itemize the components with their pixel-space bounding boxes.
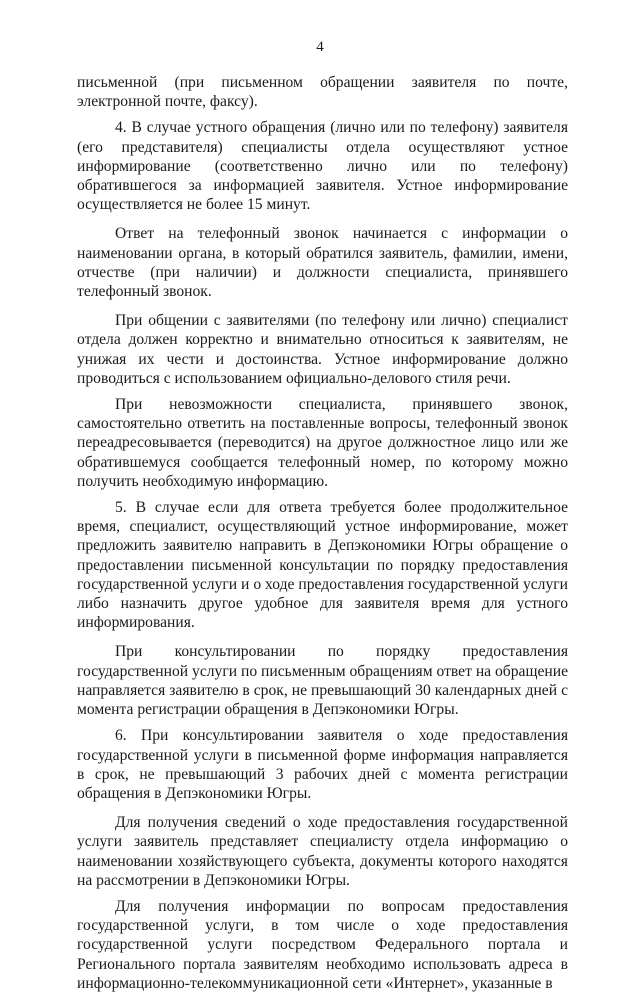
paragraph-communication: При общении с заявителями (по телефону или лично) специалист отдела должен корректно и внимательно относиться к заявителям, не унижая их чести и достоинства. Устное информирование должно проводиться с использованием официально-делового стиля речи. [77, 312, 568, 387]
paragraph-continuation: письменной (при письменном обращении заявителя по почте, электронной почте, факсу). [77, 74, 568, 111]
paragraph-portal-info: Для получения информации по вопросам предоставления государственной услуги, в том числе о ходе предоставления государственной услуги посредством Федерального портала и Регионального портала заявителям необходимо использовать адреса в информационно-телекоммуникационной сети «Интернет», указанные в [77, 897, 568, 992]
paragraph-redirect: При невозможности специалиста, принявшего звонок, самостоятельно ответить на поставленные вопросы, телефонный звонок переадресовывается (переводится) на другое должностное лицо или же обратившемуся сообщается телефонный номер, по которому можно получить необходимую информацию. [77, 396, 568, 490]
paragraph-item-4: 4. В случае устного обращения (лично или по телефону) заявителя (его представителя) специалисты отдела осуществляют устное информирование (соответственно лично или по телефону) обратившегося за информацией заявителя. Устное информирование осуществляется не более 15 минут. [77, 119, 568, 214]
paragraph-item-6: 6. При консультировании заявителя о ходе предоставления государственной услуги в письменной форме информация направляется в срок, не превышающий 3 рабочих дней с момента регистрации обращения в Депэкономики Югры. [77, 727, 568, 802]
document-body [77, 73, 568, 1003]
paragraph-written-consultation: При консультировании по порядку предоставления государственной услуги по письменным обращениям ответ на обращение направляется заявителю в срок, не превышающий 30 календарных дней с момента регистрации обращения в Депэкономики Югры. [77, 643, 568, 719]
page-number: 4 [316, 39, 324, 55]
paragraph-status-info: Для получения сведений о ходе предоставления государственной услуги заявитель представляет специалисту отдела информацию о наименовании хозяйствующего субъекта, документы которого находятся на рассмотрении в Депэкономики Югры. [77, 814, 568, 889]
paragraph-item-5: 5. В случае если для ответа требуется более продолжительное время, специалист, осуществляющий устное информирование, может предложить заявителю направить в Депэкономики Югры обращение о предоставлении письменной консультации по порядку предоставления государственной услуги и о ходе предоставления государственной услуги либо назначить другое удобное для заявителя время для устного информирования. [77, 499, 568, 632]
paragraph-phone-answer: Ответ на телефонный звонок начинается с информации о наименовании органа, в который обратился заявитель, фамилии, имени, отчестве (при наличии) и должности специалиста, принявшего телефонный звонок. [77, 225, 568, 301]
